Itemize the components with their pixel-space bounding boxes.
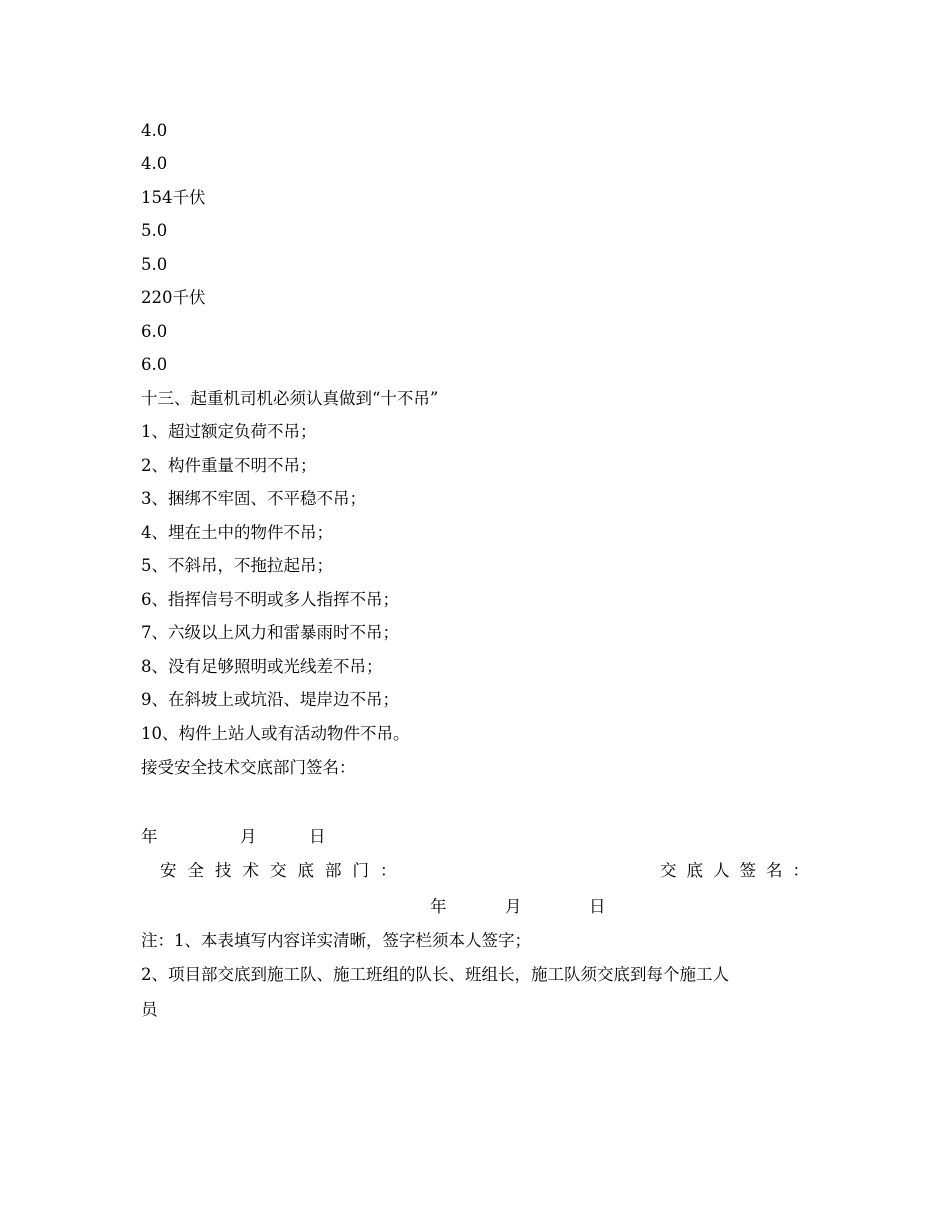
value-line: 6.0 <box>141 322 168 341</box>
date-year: 年 <box>430 897 447 916</box>
value-line: 6.0 <box>141 355 168 374</box>
signature-row <box>0 860 950 884</box>
rule-item: 8、没有足够照明或光线差不吊； <box>141 657 383 676</box>
date-day: 日 <box>589 897 606 916</box>
note-line: 员 <box>141 1000 158 1019</box>
rule-item: 7、六级以上风力和雷暴雨时不吊； <box>141 623 399 642</box>
rule-item: 5、不斜吊，不拖拉起吊； <box>141 556 333 575</box>
rule-item: 6、指挥信号不明或多人指挥不吊； <box>141 590 399 609</box>
value-line: 5.0 <box>141 221 168 240</box>
section-heading: 十三、起重机司机必须认真做到“十不吊” <box>141 389 439 408</box>
date-day: 日 <box>309 827 326 846</box>
rule-item: 1、超过额定负荷不吊； <box>141 422 317 441</box>
value-line: 220千伏 <box>141 288 206 307</box>
dept-label: 安全技术交底部门： <box>160 861 408 880</box>
rule-item: 10、构件上站人或有活动物件不吊。 <box>141 724 410 743</box>
rule-item: 4、埋在土中的物件不吊； <box>141 523 333 542</box>
date-year: 年 <box>141 827 158 846</box>
receiver-sign-label: 接受安全技术交底部门签名： <box>141 758 356 777</box>
rule-item: 9、在斜坡上或坑沿、堤岸边不吊； <box>141 690 399 709</box>
signer-label: 交底人签名： <box>660 861 819 880</box>
rule-item: 3、捆绑不牢固、不平稳不吊； <box>141 489 366 508</box>
value-line: 154千伏 <box>141 188 206 207</box>
note-line: 注：1、本表填写内容详实清晰，签字栏须本人签字； <box>141 931 531 950</box>
rule-item: 2、构件重量不明不吊； <box>141 456 317 475</box>
value-line: 5.0 <box>141 255 168 274</box>
value-line: 4.0 <box>141 154 168 173</box>
receiver-date-row <box>0 826 950 850</box>
date-month: 月 <box>505 897 522 916</box>
value-line: 4.0 <box>141 121 168 140</box>
signer-date-row <box>0 896 950 920</box>
note-line: 2、项目部交底到施工队、施工班组的队长、班组长，施工队须交底到每个施工人 <box>141 965 729 984</box>
date-month: 月 <box>240 827 257 846</box>
